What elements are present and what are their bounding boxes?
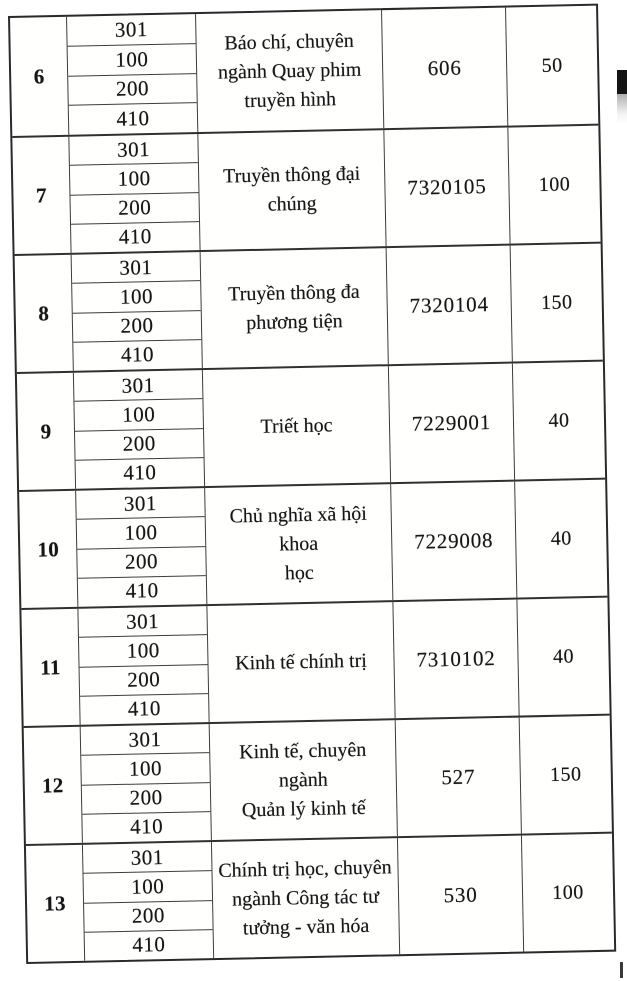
exam-group-code-cell bbox=[81, 724, 210, 756]
program-code: 7229001 bbox=[411, 409, 492, 436]
row-number-cell bbox=[15, 255, 73, 372]
program-name-line: Báo chí, chuyên bbox=[224, 29, 355, 54]
program-name-cell bbox=[206, 602, 394, 722]
quota-cell bbox=[516, 598, 609, 716]
exam-group-code-cell bbox=[68, 74, 197, 106]
exam-group-code: 100 bbox=[117, 165, 151, 191]
exam-group-code-cell bbox=[76, 458, 205, 489]
exam-group-code-cell bbox=[77, 517, 206, 549]
table-row bbox=[21, 596, 609, 726]
exam-group-code-cell bbox=[80, 665, 209, 697]
exam-group-code: 200 bbox=[131, 903, 166, 928]
exam-group-code-cell bbox=[73, 311, 202, 343]
exam-group-code-cell bbox=[84, 901, 213, 933]
program-name bbox=[257, 411, 336, 442]
row-number: 9 bbox=[40, 418, 52, 443]
row-number-cell bbox=[21, 609, 79, 726]
scan-artifact-mark bbox=[617, 70, 627, 94]
quota-cell bbox=[512, 362, 605, 480]
exam-group-code-cell bbox=[74, 370, 203, 402]
program-name-line: học bbox=[284, 561, 314, 584]
exam-group-code-cell bbox=[72, 281, 201, 313]
quota-cell bbox=[521, 834, 614, 952]
exam-group-code-cell bbox=[76, 488, 205, 520]
row-number: 12 bbox=[41, 772, 64, 798]
program-name-line: chúng bbox=[267, 192, 317, 216]
row-number: 8 bbox=[38, 300, 50, 325]
program-code-cell bbox=[388, 364, 514, 483]
row-number: 7 bbox=[35, 182, 48, 207]
row-number: 13 bbox=[43, 890, 67, 916]
exam-code-list bbox=[80, 724, 211, 843]
quota-value: 40 bbox=[548, 408, 570, 432]
exam-group-code: 301 bbox=[116, 136, 151, 162]
admissions-table bbox=[8, 4, 616, 964]
program-code: 527 bbox=[441, 764, 476, 789]
scan-artifact-tick bbox=[620, 962, 623, 978]
exam-group-code-cell bbox=[67, 14, 196, 46]
program-name-cell bbox=[195, 10, 383, 132]
exam-group-code: 100 bbox=[128, 755, 163, 781]
exam-group-code-cell bbox=[70, 193, 199, 225]
program-name-line: Kinh tế, chuyên ngành bbox=[238, 738, 367, 792]
quota-cell bbox=[519, 716, 612, 834]
exam-group-code: 410 bbox=[123, 460, 157, 486]
exam-group-code: 301 bbox=[121, 372, 155, 398]
exam-group-code: 410 bbox=[125, 578, 159, 604]
quota-cell bbox=[507, 126, 600, 244]
exam-group-code-cell bbox=[82, 812, 211, 843]
row-number-cell bbox=[19, 491, 77, 608]
exam-code-list bbox=[68, 134, 199, 253]
exam-group-code: 200 bbox=[127, 667, 161, 692]
exam-code-list bbox=[73, 370, 204, 489]
exam-group-code-cell bbox=[72, 252, 201, 284]
quota-value: 50 bbox=[541, 53, 563, 77]
quota-value: 40 bbox=[552, 644, 575, 668]
exam-group-code-cell bbox=[70, 163, 199, 195]
program-name-cell bbox=[197, 130, 385, 250]
program-code-cell bbox=[383, 128, 509, 247]
program-name-line: Truyền thông đại bbox=[222, 162, 361, 188]
program-code-cell bbox=[381, 8, 507, 129]
program-code-cell bbox=[395, 718, 521, 837]
row-number-cell bbox=[12, 137, 70, 254]
exam-group-code-cell bbox=[81, 753, 210, 785]
exam-group-code: 301 bbox=[128, 726, 162, 752]
exam-group-code: 200 bbox=[117, 195, 152, 220]
row-number-cell bbox=[24, 727, 82, 844]
program-code-cell bbox=[397, 836, 523, 955]
table-row bbox=[17, 360, 605, 490]
quota-cell bbox=[514, 480, 607, 598]
exam-group-code: 410 bbox=[129, 814, 164, 840]
row-number-cell bbox=[10, 17, 68, 136]
exam-group-code-cell bbox=[73, 340, 202, 371]
exam-group-code: 301 bbox=[125, 608, 160, 634]
program-name-cell bbox=[204, 484, 392, 604]
program-code: 7320104 bbox=[409, 291, 489, 318]
exam-group-code: 301 bbox=[123, 490, 158, 516]
row-number: 6 bbox=[33, 63, 45, 88]
table-row bbox=[24, 714, 612, 844]
exam-group-code: 301 bbox=[130, 844, 164, 870]
program-name-line: Truyền thông đa bbox=[227, 280, 360, 306]
exam-group-code: 200 bbox=[122, 431, 156, 456]
exam-group-code-cell bbox=[83, 871, 212, 903]
exam-group-code-cell bbox=[69, 134, 198, 166]
program-name-line: ngành Quay phim bbox=[217, 58, 362, 84]
program-name-cell bbox=[209, 720, 397, 840]
exam-group-code: 100 bbox=[119, 283, 154, 309]
quota-cell bbox=[510, 244, 603, 362]
exam-group-code: 410 bbox=[120, 342, 155, 368]
quota-value: 100 bbox=[552, 880, 585, 904]
exam-code-list bbox=[75, 488, 206, 607]
exam-group-code-cell bbox=[83, 842, 212, 874]
table-row bbox=[15, 242, 603, 372]
program-name bbox=[225, 278, 364, 339]
scan-artifact-smudge bbox=[617, 94, 627, 124]
table-row bbox=[12, 124, 600, 254]
exam-group-code: 100 bbox=[124, 519, 158, 545]
program-name bbox=[220, 160, 364, 221]
exam-group-code: 100 bbox=[131, 873, 165, 899]
exam-code-list bbox=[82, 842, 213, 961]
program-name-line: tưởng - văn hóa bbox=[242, 914, 370, 939]
program-name-line: Chủ nghĩa xã hội khoa bbox=[229, 502, 368, 556]
program-name-cell bbox=[200, 248, 388, 368]
exam-group-code-cell bbox=[68, 44, 197, 76]
exam-code-list bbox=[71, 252, 202, 371]
exam-group-code-cell bbox=[77, 547, 206, 579]
program-name-line: Quản lý kinh tế bbox=[241, 796, 366, 821]
exam-group-code: 100 bbox=[115, 46, 149, 72]
program-name-line: phương tiện bbox=[246, 310, 343, 335]
program-name bbox=[210, 735, 397, 826]
program-code: 530 bbox=[443, 882, 478, 907]
program-code-cell bbox=[392, 600, 518, 719]
exam-group-code-cell bbox=[71, 222, 200, 253]
row-number-cell bbox=[17, 373, 75, 490]
program-name bbox=[215, 853, 396, 944]
quota-cell bbox=[505, 6, 598, 126]
exam-group-code: 410 bbox=[118, 224, 153, 250]
exam-code-list bbox=[77, 606, 208, 725]
program-code: 7320105 bbox=[407, 173, 487, 200]
exam-group-code: 100 bbox=[121, 401, 156, 427]
exam-group-code-cell bbox=[82, 783, 211, 815]
exam-group-code: 410 bbox=[116, 106, 150, 131]
quota-value: 100 bbox=[538, 172, 571, 196]
quota-value: 150 bbox=[549, 762, 582, 786]
program-code-cell bbox=[390, 482, 516, 601]
program-name bbox=[205, 499, 392, 590]
program-name-line: Chính trị học, chuyên bbox=[218, 855, 392, 882]
program-name-line: truyền hình bbox=[244, 87, 337, 112]
exam-group-code-cell bbox=[85, 930, 214, 961]
exam-group-code-cell bbox=[79, 635, 208, 667]
table-row bbox=[10, 6, 598, 136]
program-name bbox=[214, 26, 365, 116]
exam-group-code-cell bbox=[78, 576, 207, 607]
program-code: 7229008 bbox=[413, 527, 494, 554]
program-code-cell bbox=[386, 246, 512, 365]
exam-group-code: 410 bbox=[127, 696, 162, 722]
exam-group-code: 301 bbox=[119, 254, 153, 280]
program-name-cell bbox=[211, 838, 399, 958]
program-name-line: Kinh tế chính trị bbox=[234, 649, 368, 675]
exam-group-code: 200 bbox=[129, 785, 163, 810]
exam-group-code-cell bbox=[69, 103, 198, 134]
exam-group-code: 200 bbox=[120, 313, 154, 338]
exam-group-code: 200 bbox=[124, 549, 159, 574]
program-name-line: Triết học bbox=[260, 413, 333, 438]
exam-group-code-cell bbox=[78, 606, 207, 638]
row-number: 11 bbox=[40, 654, 61, 680]
exam-group-code: 200 bbox=[115, 76, 150, 102]
row-number: 10 bbox=[37, 536, 60, 562]
exam-code-list bbox=[66, 14, 197, 135]
exam-group-code-cell bbox=[74, 399, 203, 431]
quota-value: 40 bbox=[550, 526, 572, 550]
quota-value: 150 bbox=[540, 290, 573, 314]
program-name-line: ngành Công tác tư bbox=[231, 885, 380, 911]
program-code: 7310102 bbox=[416, 645, 496, 672]
table-row bbox=[26, 832, 614, 962]
exam-group-code: 100 bbox=[126, 637, 160, 663]
row-number-cell bbox=[26, 845, 84, 962]
exam-group-code-cell bbox=[75, 429, 204, 461]
table-row bbox=[19, 478, 607, 608]
exam-group-code-cell bbox=[80, 694, 209, 725]
program-name-cell bbox=[202, 366, 390, 486]
program-code: 606 bbox=[427, 55, 462, 80]
exam-group-code: 301 bbox=[114, 16, 149, 42]
program-name bbox=[232, 646, 370, 678]
exam-group-code: 410 bbox=[132, 932, 166, 958]
